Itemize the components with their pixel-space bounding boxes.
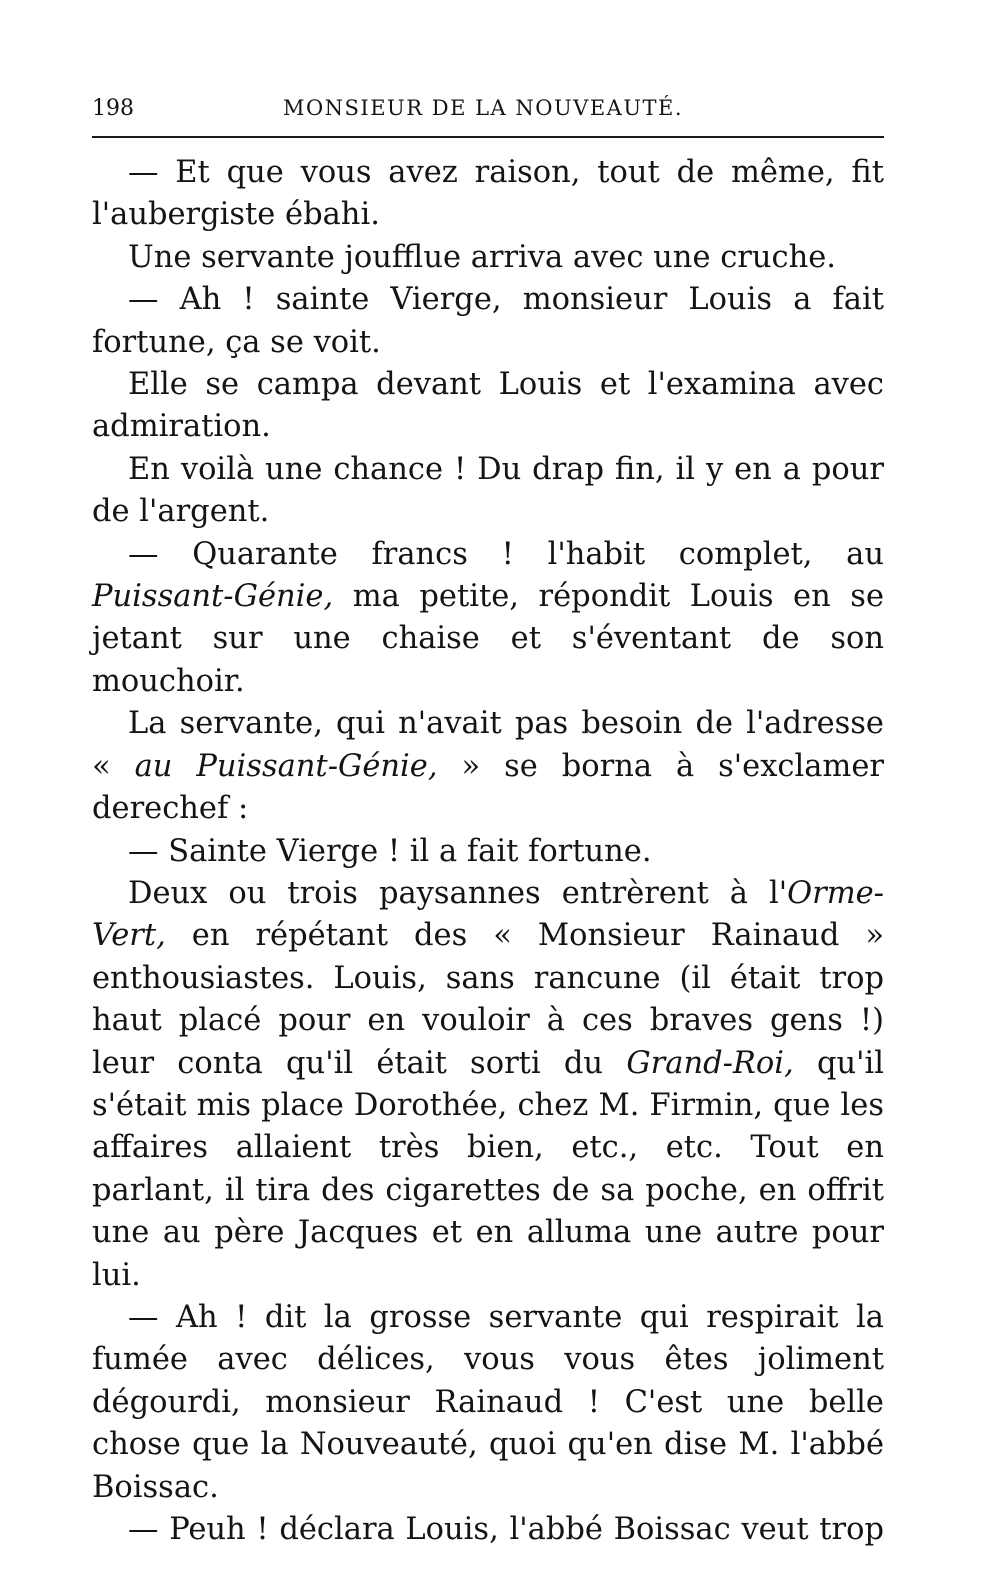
paragraph-9 [92,873,884,1297]
paragraph-11 [92,1509,884,1551]
text-run: — Ah ! sainte Vierge, monsieur Louis a fait fortune, ça se voit. [92,282,884,360]
text-run: — Peuh ! déclara Louis, l'abbé Boissac veut trop [128,1512,884,1547]
paragraph-5 [92,449,884,534]
text-run: En voilà une chance ! Du drap fin, il y en a pour de l'argent. [92,451,884,530]
header-rule [92,136,884,138]
italic-run: au Puissant-Génie, [134,748,438,784]
text-run: — Sainte Vierge ! il a fait fortune. [128,833,652,869]
paragraph-6 [92,534,884,704]
italic-run: Grand-Roi, [626,1045,794,1081]
italic-run: Orme-Vert, [92,875,884,954]
paragraph-2 [92,237,884,279]
text-run: » se borna à s'exclamer derechef : [92,748,884,827]
page-number: 198 [92,96,134,121]
text-run: ma petite, répondit Louis en se jetant sur une chaise et s'éventant de son mouchoir. [92,579,884,699]
text-run: — Et que vous avez raison, tout de même, fit l'aubergiste ébahi. [92,155,884,233]
paragraph-3 [92,279,884,364]
book-page [92,96,884,1551]
paragraph-7 [92,703,884,830]
page-header [92,96,884,130]
paragraph-1 [92,152,884,237]
text-run: — Quarante francs ! l'habit complet, au [128,536,884,572]
text-run: La servante, qui n'avait pas besoin de l'adresse « [92,706,884,784]
paragraph-4 [92,364,884,449]
running-title: MONSIEUR DE LA NOUVEAUTÉ. [282,96,684,120]
text-run: Deux ou trois paysannes entrèrent à l' [128,875,788,911]
paragraph-8 [92,831,884,873]
paragraph-10 [92,1297,884,1509]
text-run: qu'il s'était mis place Dorothée, chez M. Firmin, que les affaires allaient très bien, etc., etc. Tout en parlant, il tira des cigarettes de sa poche, en offrit une au père Jacques et en alluma une autre pour lui. [92,1045,884,1293]
body-text [92,152,884,1551]
italic-run: Puissant-Génie, [92,579,334,615]
text-run: en répétant des « Monsieur Rainaud » enthousiastes. Louis, sans rancune (il était trop haut placé pour en vouloir à ces braves gens !) leur conta qu'il était sorti du [92,918,884,1081]
text-run: Une servante joufflue arriva avec une cruche. [128,239,836,275]
text-run: — Ah ! dit la grosse servante qui respirait la fumée avec délices, vous vous êtes joliment dégourdi, monsieur Rainaud ! C'est une belle chose que la Nouveauté, quoi qu'en dise M. l'abbé Boissac. [92,1299,884,1505]
text-run: Elle se campa devant Louis et l'examina avec admiration. [92,367,884,445]
